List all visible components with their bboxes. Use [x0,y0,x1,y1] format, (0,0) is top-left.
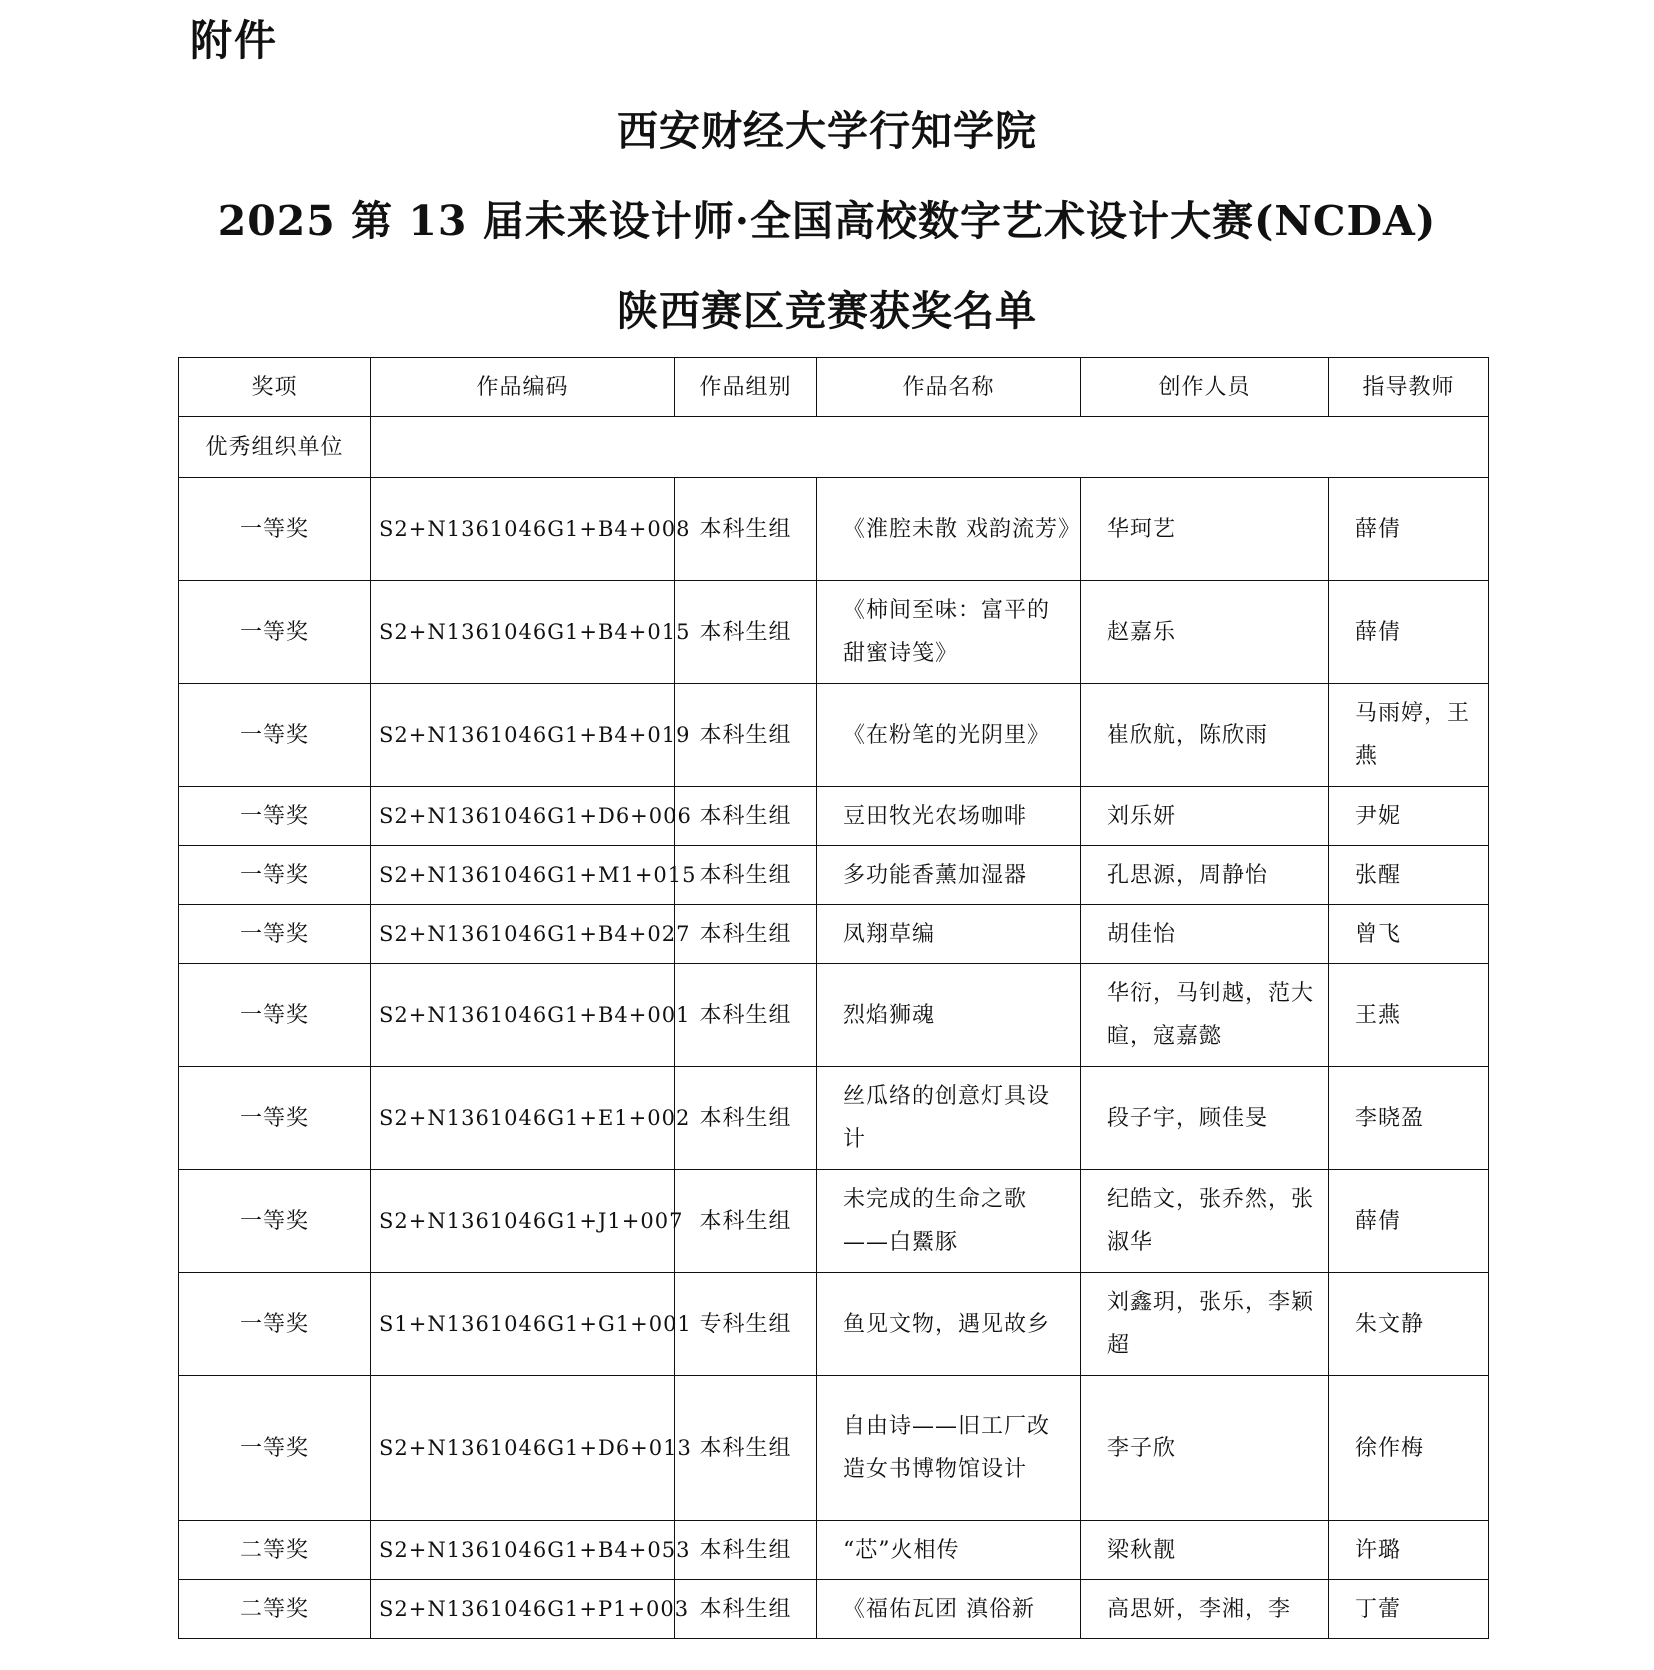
award-cell: 一等奖 [179,581,371,684]
work-name-cell: 鱼见文物，遇见故乡 [817,1273,1081,1376]
code-cell: S2+N1361046G1+D6+013 [371,1376,675,1521]
table-row [179,478,1489,581]
creators-cell: 段子宇，顾佳旻 [1081,1067,1329,1170]
table-row [179,1521,1489,1580]
teacher-cell: 李晓盈 [1329,1067,1489,1170]
group-cell: 本科生组 [675,1067,817,1170]
work-name-cell: 凤翔草编 [817,905,1081,964]
code-cell: S2+N1361046G1+M1+015 [371,846,675,905]
award-cell: 二等奖 [179,1580,371,1639]
work-name-cell: “芯”火相传 [817,1521,1081,1580]
code-cell: S2+N1361046G1+J1+007 [371,1170,675,1273]
creators-cell: 刘乐妍 [1081,787,1329,846]
teacher-cell: 曾飞 [1329,905,1489,964]
work-name-cell: 《淮腔未散 戏韵流芳》 [817,478,1081,581]
group-cell: 本科生组 [675,1521,817,1580]
creators-cell: 纪皓文，张乔然，张淑华 [1081,1170,1329,1273]
code-cell: S2+N1361046G1+B4+019 [371,684,675,787]
award-cell: 一等奖 [179,1067,371,1170]
work-name-cell: 多功能香薰加湿器 [817,846,1081,905]
award-cell: 一等奖 [179,478,371,581]
creators-cell: 华衍，马钊越，范大暄，寇嘉懿 [1081,964,1329,1067]
attachment-label: 附件 [190,16,279,65]
teacher-cell: 薛倩 [1329,478,1489,581]
table-row [179,1580,1489,1639]
work-name-cell: 豆田牧光农场咖啡 [817,787,1081,846]
work-name-cell: 《福佑瓦团 滇俗新 [817,1580,1081,1639]
work-name-cell: 丝瓜络的创意灯具设计 [817,1067,1081,1170]
group-cell: 本科生组 [675,684,817,787]
column-header-name: 作品名称 [817,358,1081,417]
teacher-cell: 薛倩 [1329,581,1489,684]
teacher-cell: 尹妮 [1329,787,1489,846]
teacher-cell: 许璐 [1329,1521,1489,1580]
award-cell: 一等奖 [179,964,371,1067]
code-cell: S2+N1361046G1+B4+027 [371,905,675,964]
column-header-teacher: 指导教师 [1329,358,1489,417]
creators-cell: 孔思源，周静怡 [1081,846,1329,905]
creators-cell: 崔欣航，陈欣雨 [1081,684,1329,787]
table-row [179,581,1489,684]
award-cell: 一等奖 [179,1170,371,1273]
table-row [179,846,1489,905]
group-cell: 本科生组 [675,581,817,684]
code-cell: S2+N1361046G1+B4+053 [371,1521,675,1580]
table-row [179,1067,1489,1170]
table-row [179,964,1489,1067]
award-cell: 二等奖 [179,1521,371,1580]
creators-cell: 高思妍，李湘，李 [1081,1580,1329,1639]
work-name-cell: 烈焰狮魂 [817,964,1081,1067]
table-row [179,1273,1489,1376]
award-cell: 一等奖 [179,684,371,787]
group-cell: 本科生组 [675,905,817,964]
code-cell: S1+N1361046G1+G1+001 [371,1273,675,1376]
table-row [179,1170,1489,1273]
award-cell: 一等奖 [179,1273,371,1376]
teacher-cell: 薛倩 [1329,1170,1489,1273]
award-cell: 一等奖 [179,846,371,905]
table-row [179,905,1489,964]
document-title-list: 陕西赛区竞赛获奖名单 [617,287,1037,335]
teacher-cell: 马雨婷，王燕 [1329,684,1489,787]
award-cell: 一等奖 [179,1376,371,1521]
creators-cell: 胡佳怡 [1081,905,1329,964]
column-header-creators: 创作人员 [1081,358,1329,417]
awards-table [178,357,1489,1639]
teacher-cell: 朱文静 [1329,1273,1489,1376]
creators-cell: 李子欣 [1081,1376,1329,1521]
group-cell: 专科生组 [675,1273,817,1376]
creators-cell: 刘鑫玥，张乐，李颖超 [1081,1273,1329,1376]
group-cell: 本科生组 [675,478,817,581]
award-cell: 一等奖 [179,787,371,846]
work-name-cell: 《柿间至味：富平的甜蜜诗笺》 [817,581,1081,684]
teacher-cell: 丁蕾 [1329,1580,1489,1639]
column-header-code: 作品编码 [371,358,675,417]
code-cell: S2+N1361046G1+B4+015 [371,581,675,684]
teacher-cell: 徐作梅 [1329,1376,1489,1521]
work-name-cell: 未完成的生命之歌——白鱀豚 [817,1170,1081,1273]
document-title-institution: 西安财经大学行知学院 [617,107,1037,155]
group-cell: 本科生组 [675,1580,817,1639]
creators-cell: 华珂艺 [1081,478,1329,581]
document-title-competition: 2025 第 13 届未来设计师·全国高校数字艺术设计大赛(NCDA) [217,197,1437,245]
teacher-cell: 王燕 [1329,964,1489,1067]
org-unit-label: 优秀组织单位 [179,417,371,478]
code-cell: S2+N1361046G1+P1+003 [371,1580,675,1639]
table-row [179,684,1489,787]
group-cell: 本科生组 [675,787,817,846]
award-cell: 一等奖 [179,905,371,964]
work-name-cell: 自由诗——旧工厂改造女书博物馆设计 [817,1376,1081,1521]
code-cell: S2+N1361046G1+D6+006 [371,787,675,846]
column-header-group: 作品组别 [675,358,817,417]
code-cell: S2+N1361046G1+B4+001 [371,964,675,1067]
code-cell: S2+N1361046G1+E1+002 [371,1067,675,1170]
column-header-award: 奖项 [179,358,371,417]
group-cell: 本科生组 [675,846,817,905]
table-row [179,1376,1489,1521]
org-unit-row [179,417,1489,478]
teacher-cell: 张醒 [1329,846,1489,905]
group-cell: 本科生组 [675,1376,817,1521]
code-cell: S2+N1361046G1+B4+008 [371,478,675,581]
table-row [179,787,1489,846]
creators-cell: 赵嘉乐 [1081,581,1329,684]
work-name-cell: 《在粉笔的光阴里》 [817,684,1081,787]
group-cell: 本科生组 [675,1170,817,1273]
table-header-row [179,358,1489,417]
group-cell: 本科生组 [675,964,817,1067]
org-unit-value [371,417,1489,478]
creators-cell: 梁秋靓 [1081,1521,1329,1580]
